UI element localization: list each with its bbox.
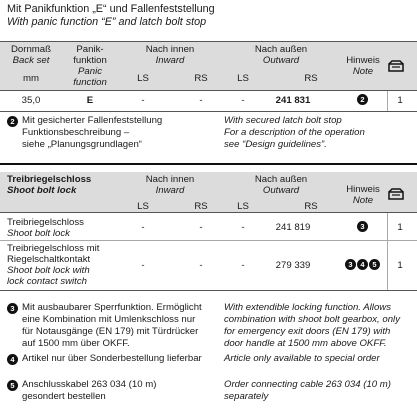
table-row: Treibriegelschloss mit Riegelschaltkontakt Shoot bolt lock with lock contact switch	[7, 243, 100, 287]
r2-in-ls: -	[141, 260, 145, 271]
inward-header: Nach innen Inward	[145, 44, 195, 66]
r2-in-rs: -	[199, 260, 203, 271]
box-icon	[388, 60, 404, 72]
row-qty: 1	[397, 95, 403, 106]
note4-en: Article only available to special order	[224, 353, 380, 364]
note5-de: Anschlusskabel 263 034 (10 m) gesondert bestellen	[22, 379, 157, 402]
title-de: Mit Panikfunktion „E“ und Fallenfeststellung	[7, 3, 215, 15]
note-marker-2: 2	[357, 94, 368, 105]
t2-outward-ls: LS	[237, 201, 249, 212]
row-out-rs: 241 831	[275, 95, 311, 106]
r2-out-rs: 279 339	[275, 260, 311, 271]
note-header: Hinweis Note	[346, 55, 380, 77]
row-in-rs: -	[199, 95, 203, 106]
note-marker-3: 3	[357, 221, 368, 232]
box-icon	[388, 188, 404, 200]
table2-bottom-rule	[0, 290, 417, 291]
t2-inward-ls: LS	[137, 201, 149, 212]
row-divider	[0, 240, 417, 241]
note5-marker: 5	[7, 380, 19, 391]
note4-marker: 4	[7, 354, 19, 365]
title-en: With panic function “E” and latch bolt stop	[7, 16, 207, 28]
table1-bottom-rule	[0, 111, 417, 112]
table1-header-rule	[0, 90, 417, 91]
r1-out-ls: -	[241, 222, 245, 233]
r2-note-markers	[340, 259, 386, 270]
table2-header-rule	[0, 212, 417, 213]
t2-inward-rs: RS	[194, 201, 208, 212]
outward-header: Nach außen Outward	[254, 44, 308, 66]
r1-out-rs: 241 819	[275, 222, 311, 233]
table2-title: Treibriegelschloss Shoot bolt lock	[7, 174, 92, 196]
row-backset: 35,0	[21, 95, 41, 106]
row-panic: E	[86, 95, 94, 106]
r1-in-rs: -	[199, 222, 203, 233]
note4-de: Artikel nur über Sonderbestellung lieferbar	[22, 353, 202, 364]
note3-de: Mit ausbaubarer Sperrfunktion. Ermöglicht eine Kombination mit Umlenkschloss nur für Notausgänge (EN 179) mit Türdrücker auf 1500 mm über OKFF.	[22, 302, 202, 349]
inward-ls-header: LS	[137, 73, 149, 84]
outward-ls-header: LS	[237, 73, 249, 84]
t2-inward-header: Nach innen Inward	[145, 174, 195, 196]
outward-rs-header: RS	[304, 73, 318, 84]
note2-en: With secured latch bolt stop For a description of the operation see “Design guidelines”.	[224, 115, 365, 150]
table2-top-rule	[0, 163, 417, 165]
r1-in-ls: -	[141, 222, 145, 233]
inward-rs-header: RS	[194, 73, 208, 84]
r2-out-ls: -	[241, 260, 245, 271]
table-row: Treibriegelschloss Shoot bolt lock	[7, 217, 84, 239]
note-marker-3: 3	[345, 259, 356, 270]
r1-note-markers	[340, 221, 386, 232]
note3-en: With extendible locking function. Allows combination with shoot bolt gearbox, only for emergency exit doors (EN 179) with door handle at 1500 mm above OKFF.	[224, 302, 400, 349]
backset-header: Dornmaß Back set	[11, 44, 51, 66]
note3-marker: 3	[7, 303, 19, 314]
t2-note-header: Hinweis Note	[346, 184, 380, 206]
panic-header: Panik- funktion Panic function	[73, 44, 107, 88]
note5-en: Order connecting cable 263 034 (10 m) separately	[224, 379, 391, 402]
r1-qty: 1	[397, 222, 403, 233]
note2-marker: 2	[7, 116, 19, 127]
r2-qty: 1	[397, 260, 403, 271]
backset-unit: mm	[23, 73, 39, 84]
row-note-marker	[340, 94, 386, 105]
note-marker-5: 5	[369, 259, 380, 270]
t2-outward-header: Nach außen Outward	[254, 174, 308, 196]
t2-outward-rs: RS	[304, 201, 318, 212]
row-in-ls: -	[141, 95, 145, 106]
row-out-ls: -	[241, 95, 245, 106]
note2-de: Mit gesicherter Fallenfeststellung Funktionsbeschreibung – siehe „Planungsgrundlagen“	[22, 115, 163, 150]
note-marker-4: 4	[357, 259, 368, 270]
